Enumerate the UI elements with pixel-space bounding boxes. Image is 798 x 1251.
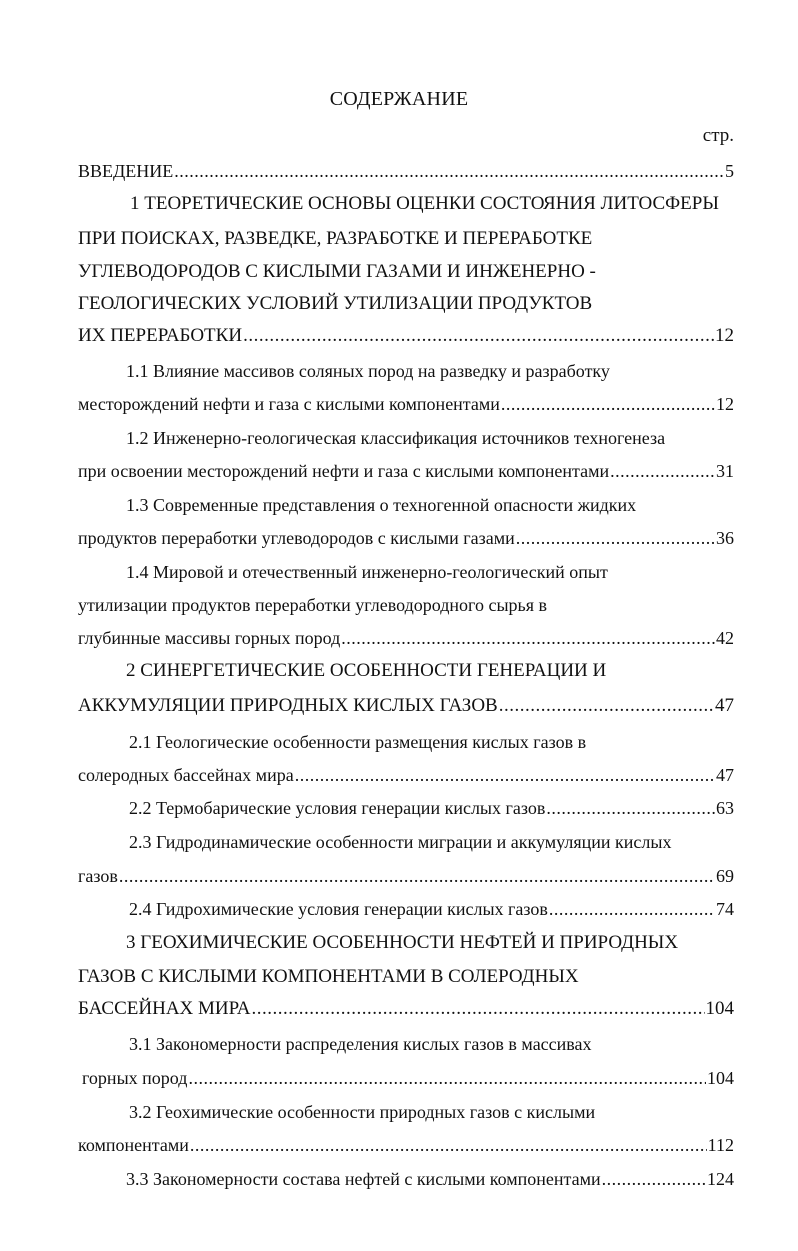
toc-page-number: 74 (716, 899, 734, 919)
toc-page-number: 5 (725, 161, 734, 181)
toc-entry-title: ИХ ПЕРЕРАБОТКИ (78, 325, 243, 346)
toc-entry-section-3-1[interactable] (82, 1063, 734, 1093)
toc-section-3-1-line-1: 3.1 Закономерности распределения кислых газов в массивах (129, 1034, 592, 1054)
toc-entry-section-1-4[interactable] (78, 623, 734, 653)
toc-entry-section-3-3[interactable] (126, 1164, 734, 1194)
dot-leader (174, 156, 724, 186)
toc-entry-title: АККУМУЛЯЦИИ ПРИРОДНЫХ КИСЛЫХ ГАЗОВ (78, 695, 498, 716)
dot-leader (243, 321, 714, 351)
toc-entry-section-2-2[interactable] (129, 793, 734, 823)
toc-page-number: 12 (716, 394, 734, 414)
toc-chapter-2-line-1: 2 СИНЕРГЕТИЧЕСКИЕ ОСОБЕННОСТИ ГЕНЕРАЦИИ И (126, 660, 607, 681)
toc-chapter-1-line-4: ГЕОЛОГИЧЕСКИХ УСЛОВИЙ УТИЛИЗАЦИИ ПРОДУКТОВ (78, 293, 593, 314)
toc-page-number: 42 (716, 628, 734, 648)
toc-page-number: 47 (715, 695, 734, 716)
dot-leader (602, 1164, 706, 1194)
toc-entry-title: 2.2 Термобарические условия генерации кислых газов (129, 798, 546, 818)
toc-page-number: 112 (707, 1135, 734, 1155)
toc-page-number: 104 (705, 998, 734, 1019)
page-column-label: стр. (702, 125, 734, 146)
toc-entry-title: продуктов переработки углеводородов с кислыми газами (78, 528, 515, 548)
toc-entry-title: БАССЕЙНАХ МИРА (78, 998, 251, 1019)
toc-section-1-1-line-1: 1.1 Влияние массивов соляных пород на разведку и разработку (126, 361, 610, 381)
toc-page-number: 36 (716, 528, 734, 548)
toc-entry-title: 2.4 Гидрохимические условия генерации кислых газов (129, 899, 548, 919)
dot-leader (516, 523, 715, 553)
toc-entry-section-2-1[interactable] (78, 760, 734, 790)
toc-chapter-3-line-1: 3 ГЕОХИМИЧЕСКИЕ ОСОБЕННОСТИ НЕФТЕЙ И ПРИРОДНЫХ (126, 932, 679, 953)
toc-entry-section-3-2[interactable] (78, 1130, 734, 1160)
dot-leader (295, 760, 715, 790)
toc-entry-section-1-3[interactable] (78, 523, 734, 553)
toc-page-number: 47 (716, 765, 734, 785)
toc-entry-chapter-1[interactable] (78, 321, 734, 351)
dot-leader (252, 994, 705, 1024)
toc-entry-title: горных пород (82, 1068, 188, 1088)
toc-page-number: 124 (707, 1169, 734, 1189)
toc-page-number: 104 (707, 1068, 734, 1088)
dot-leader (546, 793, 715, 823)
toc-entry-title: месторождений нефти и газа с кислыми компонентами (78, 394, 500, 414)
toc-section-1-2-line-1: 1.2 Инженерно-геологическая классификация источников техногенеза (126, 428, 666, 448)
dot-leader (499, 691, 714, 721)
dot-leader (188, 1063, 706, 1093)
toc-entry-section-2-4[interactable] (129, 894, 734, 924)
toc-page-number: 69 (716, 866, 734, 886)
toc-page-number: 31 (716, 461, 734, 481)
toc-entry-title: ВВЕДЕНИЕ (78, 161, 174, 181)
toc-section-1-4-line-2: утилизации продуктов переработки углеводородного сырья в (78, 595, 548, 615)
dot-leader (190, 1130, 707, 1160)
toc-entry-section-1-2[interactable] (78, 456, 734, 486)
toc-section-1-3-line-1: 1.3 Современные представления о техногенной опасности жидких (126, 495, 637, 515)
page-title: СОДЕРЖАНИЕ (329, 88, 469, 110)
toc-page-number: 63 (716, 798, 734, 818)
toc-section-1-4-line-1: 1.4 Мировой и отечественный инженерно-геологический опыт (126, 562, 608, 582)
toc-entry-title: компонентами (78, 1135, 189, 1155)
toc-entry-chapter-2[interactable] (78, 691, 734, 721)
toc-section-2-1-line-1: 2.1 Геологические особенности размещения кислых газов в (129, 732, 587, 752)
toc-section-3-2-line-1: 3.2 Геохимические особенности природных газов с кислыми (129, 1102, 596, 1122)
dot-leader (501, 389, 715, 419)
toc-entry-title: 3.3 Закономерности состава нефтей с кислыми компонентами (126, 1169, 601, 1189)
toc-entry-title: при освоении месторождений нефти и газа с кислыми компонентами (78, 461, 610, 481)
dot-leader (610, 456, 715, 486)
toc-entry-section-1-1[interactable] (78, 389, 734, 419)
toc-entry-title: глубинные массивы горных пород (78, 628, 341, 648)
toc-entry-title: солеродных бассейнах мира (78, 765, 294, 785)
toc-chapter-1-line-3: УГЛЕВОДОРОДОВ С КИСЛЫМИ ГАЗАМИ И ИНЖЕНЕРНО - (78, 261, 596, 282)
dot-leader (549, 894, 715, 924)
dot-leader (119, 861, 715, 891)
toc-chapter-3-line-2: ГАЗОВ С КИСЛЫМИ КОМПОНЕНТАМИ В СОЛЕРОДНЫХ (78, 966, 579, 987)
toc-entry-title: газов (78, 866, 118, 886)
toc-chapter-1-line-1: 1 ТЕОРЕТИЧЕСКИЕ ОСНОВЫ ОЦЕНКИ СОСТОЯНИЯ ЛИТОСФЕРЫ (130, 193, 719, 214)
toc-entry-introduction[interactable] (78, 156, 734, 186)
toc-chapter-1-line-2: ПРИ ПОИСКАХ, РАЗВЕДКЕ, РАЗРАБОТКЕ И ПЕРЕРАБОТКЕ (78, 228, 593, 249)
toc-entry-chapter-3[interactable] (78, 994, 734, 1024)
toc-section-2-3-line-1: 2.3 Гидродинамические особенности миграции и аккумуляции кислых (129, 832, 672, 852)
toc-entry-section-2-3[interactable] (78, 861, 734, 891)
dot-leader (341, 623, 715, 653)
toc-page-number: 12 (715, 325, 734, 346)
